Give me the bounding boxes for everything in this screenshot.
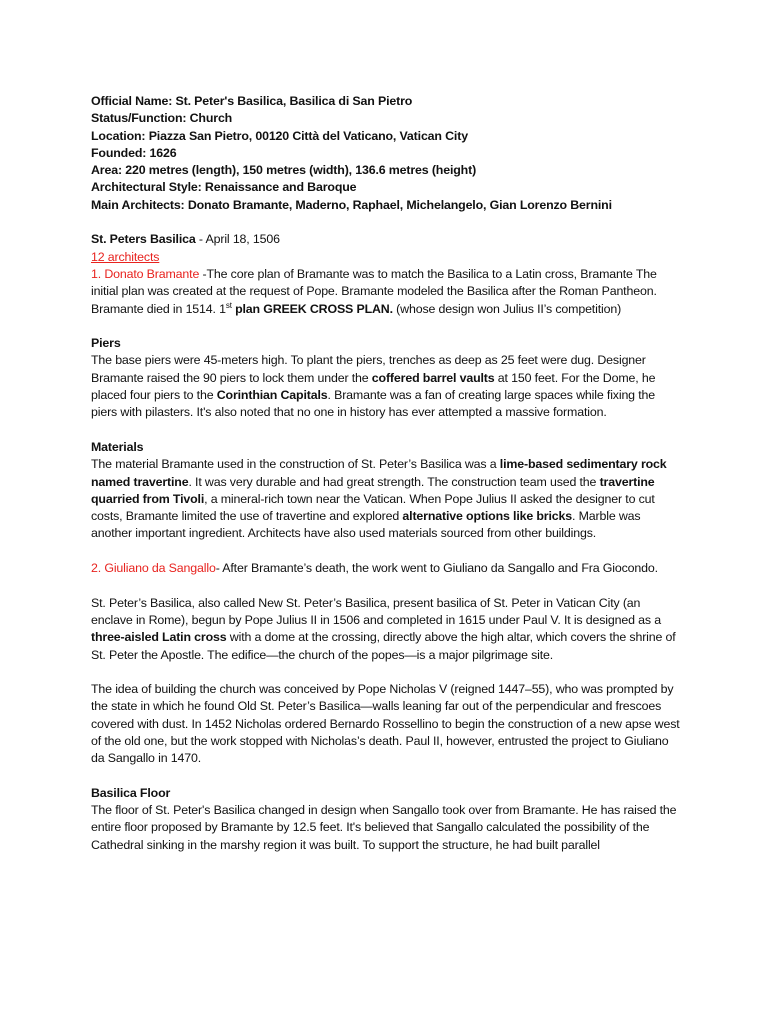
- travertine-rock: lime-based sedimentary rock named travertine: [91, 457, 667, 489]
- greek-cross-plan: plan GREEK CROSS PLAN.: [231, 301, 393, 316]
- new-basilica-text-2: with a dome at the crossing, directly above the high altar, which covers the shrine of St. Peter the Apostle. The edifice—the church of the popes—is a major pilgrimage site.: [91, 630, 676, 662]
- materials-text-4: . Marble was another important ingredient. Architects have also used materials sourced from other buildings.: [91, 509, 641, 541]
- info-block: [91, 93, 684, 214]
- bramante-paragraph: [91, 266, 684, 318]
- bramante-sup: st: [225, 300, 232, 310]
- sangallo-heading: 2. Giuliano da Sangallo: [91, 561, 216, 576]
- new-basilica-text-1: St. Peter’s Basilica, also called New St. Peter’s Basilica, present basilica of St. Peter in Vatican City (an enclave in Rome), begun by Pope Julius II in 1506 and completed in 1615 under Paul V. It is designed as a: [91, 595, 661, 627]
- materials-text-2: . It was very durable and had great strength. The construction team used the: [188, 474, 600, 489]
- sangallo-paragraph: [91, 560, 684, 577]
- bramante-text-end: (whose design won Julius II’s competition): [392, 301, 622, 316]
- intro-title: St. Peters Basilica: [91, 232, 196, 247]
- piers-text-1: The base piers were 45-meters high. To plant the piers, trenches as deep as 25 feet were dug. Designer Bramante raised the 90 piers to lock them under the: [91, 353, 646, 385]
- new-basilica-paragraph: [91, 595, 684, 664]
- piers-paragraph: [91, 352, 684, 421]
- travertine-tivoli: travertine quarried from Tivoli: [91, 474, 655, 506]
- founded: Founded: 1626: [91, 145, 177, 160]
- official-name: Official Name: St. Peter's Basilica, Basilica di San Pietro: [91, 94, 413, 108]
- materials-text-3: , a mineral-rich town near the Vatican. When Pope Julius II asked the designer to cut costs, Bramante limited the use of travertine and explored: [91, 491, 655, 524]
- architect-count: 12 architects: [91, 249, 160, 264]
- status-function: Status/Function: Church: [91, 111, 233, 126]
- location: Location: Piazza San Pietro, 00120 Città del Vaticano, Vatican City: [91, 128, 468, 143]
- alternative-options: alternative options like bricks: [402, 509, 572, 524]
- three-aisled-latin-cross: three-aisled Latin cross: [91, 630, 227, 645]
- piers-heading: Piers: [91, 336, 121, 351]
- intro-date: - April 18, 1506: [195, 232, 280, 247]
- floor-paragraph: The floor of St. Peter's Basilica changed in design when Sangallo took over from Bramante. He has raised the entire floor proposed by Bramante by 12.5 feet. It's believed that Sangallo calculated the possibility of the Cathedral sinking in the marshy region it was built. To support the structure, he had built parallel: [91, 803, 677, 852]
- architectural-style: Architectural Style: Renaissance and Baroque: [91, 180, 357, 195]
- main-architects: Main Architects: Donato Bramante, Maderno, Raphael, Michelangelo, Gian Lorenzo Bernini: [91, 197, 612, 212]
- bramante-heading: 1. Donato Bramante: [91, 266, 200, 281]
- piers-text-3: . Bramante was a fan of creating large spaces while fixing the piers with pilasters. It's also noted that no one in history has ever attempted a massive formation.: [91, 388, 655, 420]
- materials-paragraph: [91, 456, 684, 542]
- idea-paragraph: The idea of building the church was conceived by Pope Nicholas V (reigned 1447–55), who was prompted by the state in which he found Old St. Peter’s Basilica—walls leaning far out of the perpendicular and frescoes covered with dust. In 1452 Nicholas ordered Bernardo Rossellino to begin the construction of a new apse west of the old one, but the work stopped with Nicholas’s death. Paul II, however, entrusted the project to Giuliano da Sangallo in 1470.: [91, 682, 680, 766]
- piers-text-2: at 150 feet. For the Dome, he placed four piers to the: [91, 370, 656, 403]
- intro-line: [91, 231, 684, 248]
- materials-text-1: The material Bramante used in the construction of St. Peter’s Basilica was a: [91, 457, 500, 472]
- area: Area: 220 metres (length), 150 metres (width), 136.6 metres (height): [91, 163, 477, 178]
- sangallo-text: - After Bramante’s death, the work went to Giuliano da Sangallo and Fra Giocondo.: [215, 561, 658, 576]
- coffered-barrel-vaults: coffered barrel vaults: [371, 370, 495, 385]
- corinthian-capitals: Corinthian Capitals: [216, 388, 328, 403]
- materials-heading: Materials: [91, 439, 144, 454]
- floor-heading: Basilica Floor: [91, 785, 171, 800]
- bramante-text: -The core plan of Bramante was to match the Basilica to a Latin cross, Bramante The initial plan was created at the request of Pope. Bramante modeled the Basilica after the Roman Pantheon. Bramante died in 1514. 1: [91, 266, 657, 316]
